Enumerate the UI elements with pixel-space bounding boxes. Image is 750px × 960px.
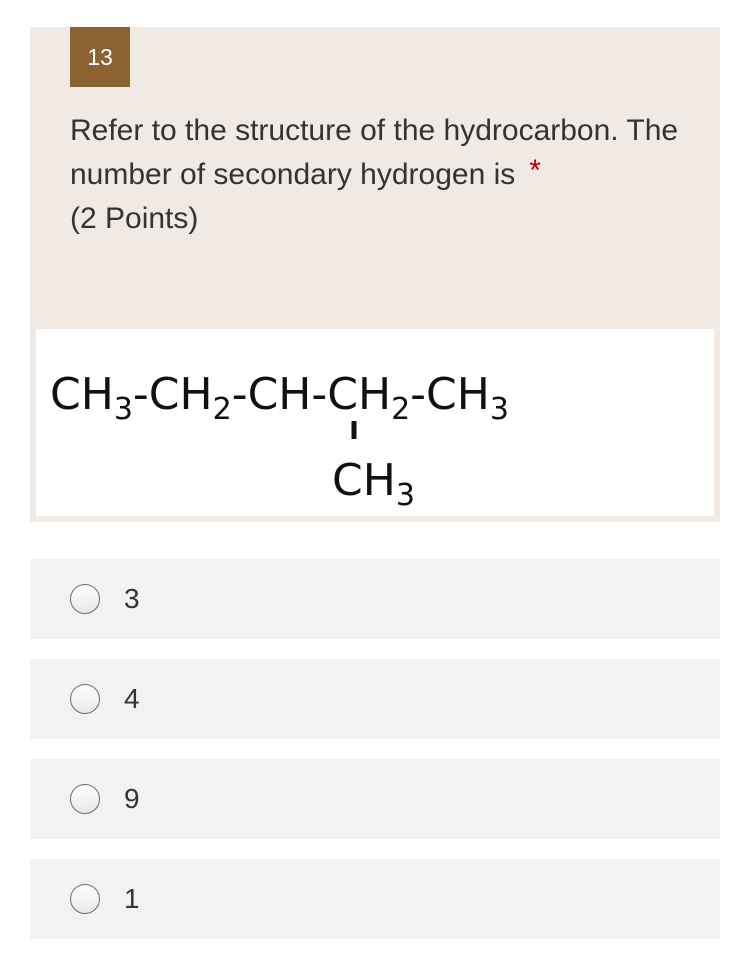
- question-points: (2 Points): [70, 202, 199, 235]
- option-label: 3: [124, 583, 140, 614]
- question-text: Refer to the structure of the hydrocarbon. The number of secondary hydrogen is: [70, 114, 679, 191]
- group-1-sub: 3: [113, 392, 133, 427]
- branch-formula: [332, 455, 415, 513]
- radio-button[interactable]: [70, 584, 100, 614]
- group-1: CH: [50, 369, 114, 420]
- question-text-block: [70, 109, 700, 241]
- group-2-sub: 2: [212, 392, 232, 427]
- radio-button[interactable]: [70, 784, 100, 814]
- radio-button[interactable]: [70, 684, 100, 714]
- group-2: -CH: [132, 369, 213, 420]
- option-row-1[interactable]: [30, 559, 720, 639]
- group-3: -CH: [231, 369, 312, 420]
- question-number-badge: 13: [70, 27, 130, 87]
- radio-button[interactable]: [70, 884, 100, 914]
- structure-diagram: [36, 329, 714, 516]
- group-5: -CH: [410, 369, 490, 420]
- option-label: 9: [124, 783, 140, 814]
- option-label: 4: [124, 683, 140, 714]
- group-5-sub: 3: [489, 392, 509, 427]
- group-4-sub: 2: [391, 392, 411, 427]
- question-card: [30, 27, 720, 522]
- main-chain-formula: [50, 369, 509, 427]
- option-row-2[interactable]: [30, 659, 720, 739]
- option-row-4[interactable]: [30, 859, 720, 939]
- branch-group: CH: [332, 455, 396, 506]
- hydrocarbon-structure-image: [36, 329, 714, 516]
- group-4: -CH: [311, 369, 392, 420]
- branch-sub: 3: [395, 478, 415, 513]
- option-row-3[interactable]: [30, 759, 720, 839]
- required-asterisk: *: [529, 154, 541, 187]
- option-label: 1: [124, 883, 140, 914]
